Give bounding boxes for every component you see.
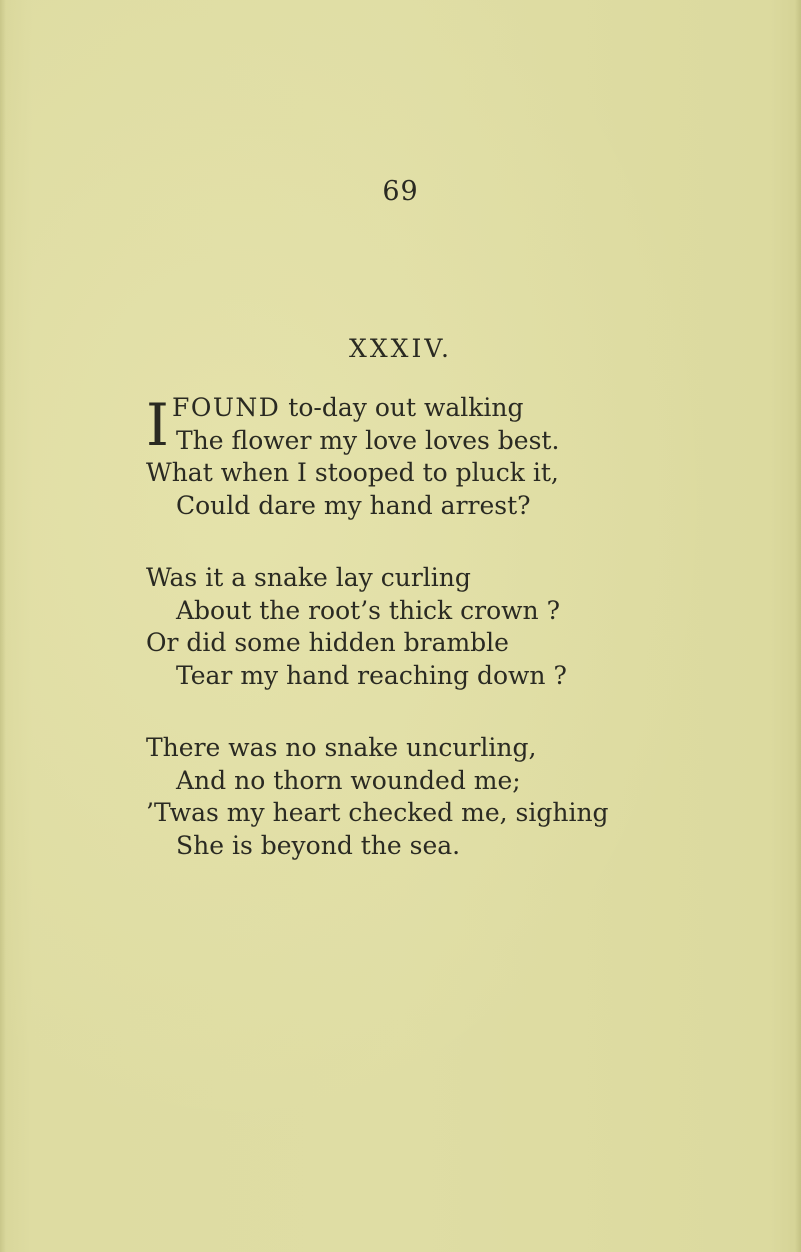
poem-line: Tear my hand reaching down ?: [176, 660, 567, 690]
stanza-2: [146, 562, 786, 692]
poem: [146, 392, 786, 902]
drop-cap: I: [146, 391, 169, 459]
poem-line: Could dare my hand arrest?: [176, 490, 531, 520]
stanza-3: [146, 732, 786, 862]
poem-line: The flower my love loves best.: [176, 425, 560, 455]
poem-line: ’Twas my heart checked me, sighing: [146, 798, 609, 827]
poem-line: Was it a snake lay curling: [146, 563, 471, 592]
line-text: to-day out walking: [280, 393, 524, 422]
small-caps-word: FOUND: [172, 393, 281, 422]
poem-line: She is beyond the sea.: [176, 830, 461, 860]
poem-line: There was no snake uncurling,: [146, 733, 537, 762]
chapter-heading: XXXIV.: [349, 334, 452, 363]
poem-line: Or did some hidden bramble: [146, 628, 509, 657]
poem-line: And no thorn wounded me;: [176, 765, 521, 795]
stanza-1: [146, 392, 786, 522]
poem-line: What when I stooped to pluck it,: [146, 458, 559, 487]
poem-line: About the root’s thick crown ?: [176, 595, 561, 625]
page-number: 69: [382, 176, 419, 207]
